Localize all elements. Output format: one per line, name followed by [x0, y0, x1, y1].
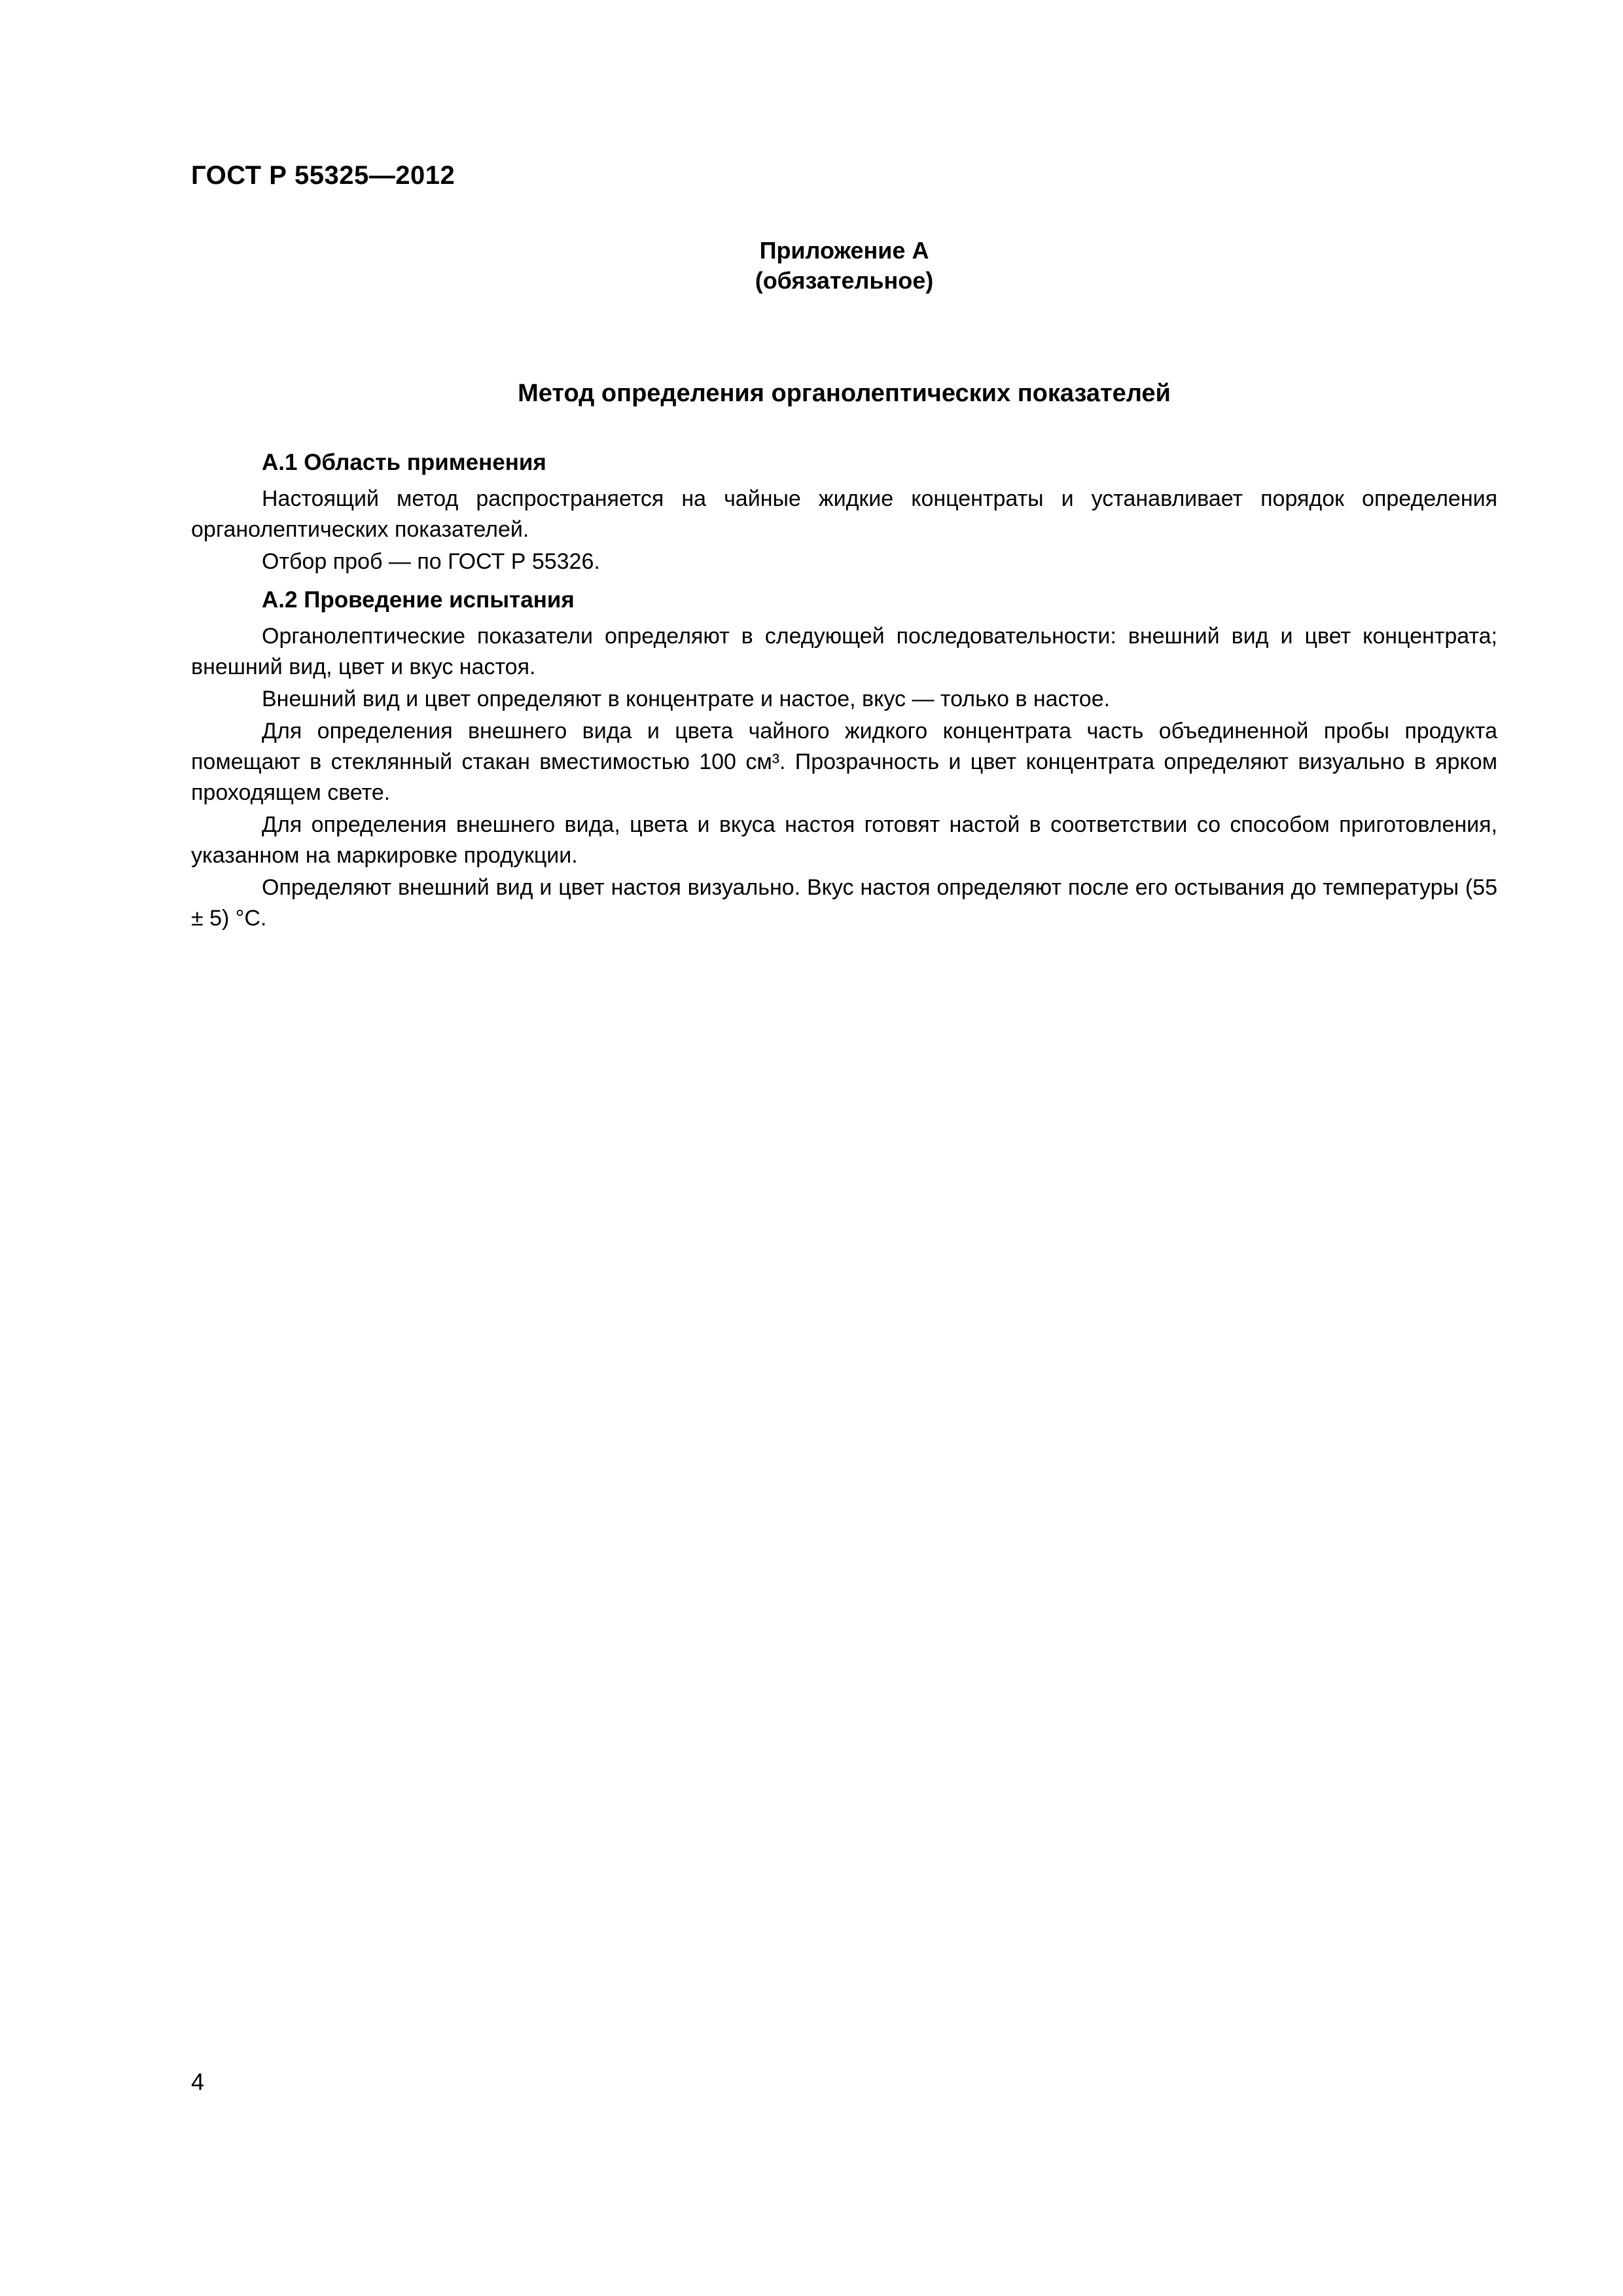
paragraph: Определяют внешний вид и цвет настоя визуально. Вкус настоя определяют после его остывания до температуры (55 ± 5) °С. [191, 875, 1497, 931]
paragraph: Внешний вид и цвет определяют в концентрате и настое, вкус — только в настое. [262, 687, 1111, 711]
paragraph: Для определения внешнего вида, цвета и вкуса настоя готовят настой в соответствии со способом приготовления, указанном на маркировке продукции. [191, 812, 1497, 868]
annex-kind: (обязательное) [755, 267, 934, 294]
section-heading: А.2 Проведение испытания [262, 587, 575, 613]
page-title: Метод определения органолептических показателей [518, 380, 1171, 407]
paragraph: Для определения внешнего вида и цвета чайного жидкого концентрата часть объединенной пробы продукта помещают в стеклянный стакан вместимостью 100 см³. Прозрачность и цвет концентрата определяют визуально в ярком проходящем свете. [191, 719, 1497, 805]
paragraph: Настоящий метод распространяется на чайные жидкие концентраты и устанавливает порядок определения органолептических показателей. [191, 486, 1497, 542]
section-heading: А.1 Область применения [262, 450, 546, 475]
annex-title: Приложение А [759, 237, 929, 264]
document-id-header: ГОСТ Р 55325—2012 [191, 161, 455, 190]
paragraph: Органолептические показатели определяют в следующей последовательности: внешний вид и цвет концентрата; внешний вид, цвет и вкус настоя. [191, 624, 1497, 679]
document-body [191, 446, 1497, 935]
page-number: 4 [191, 2068, 205, 2095]
paragraph: Отбор проб — по ГОСТ Р 55326. [262, 549, 600, 574]
